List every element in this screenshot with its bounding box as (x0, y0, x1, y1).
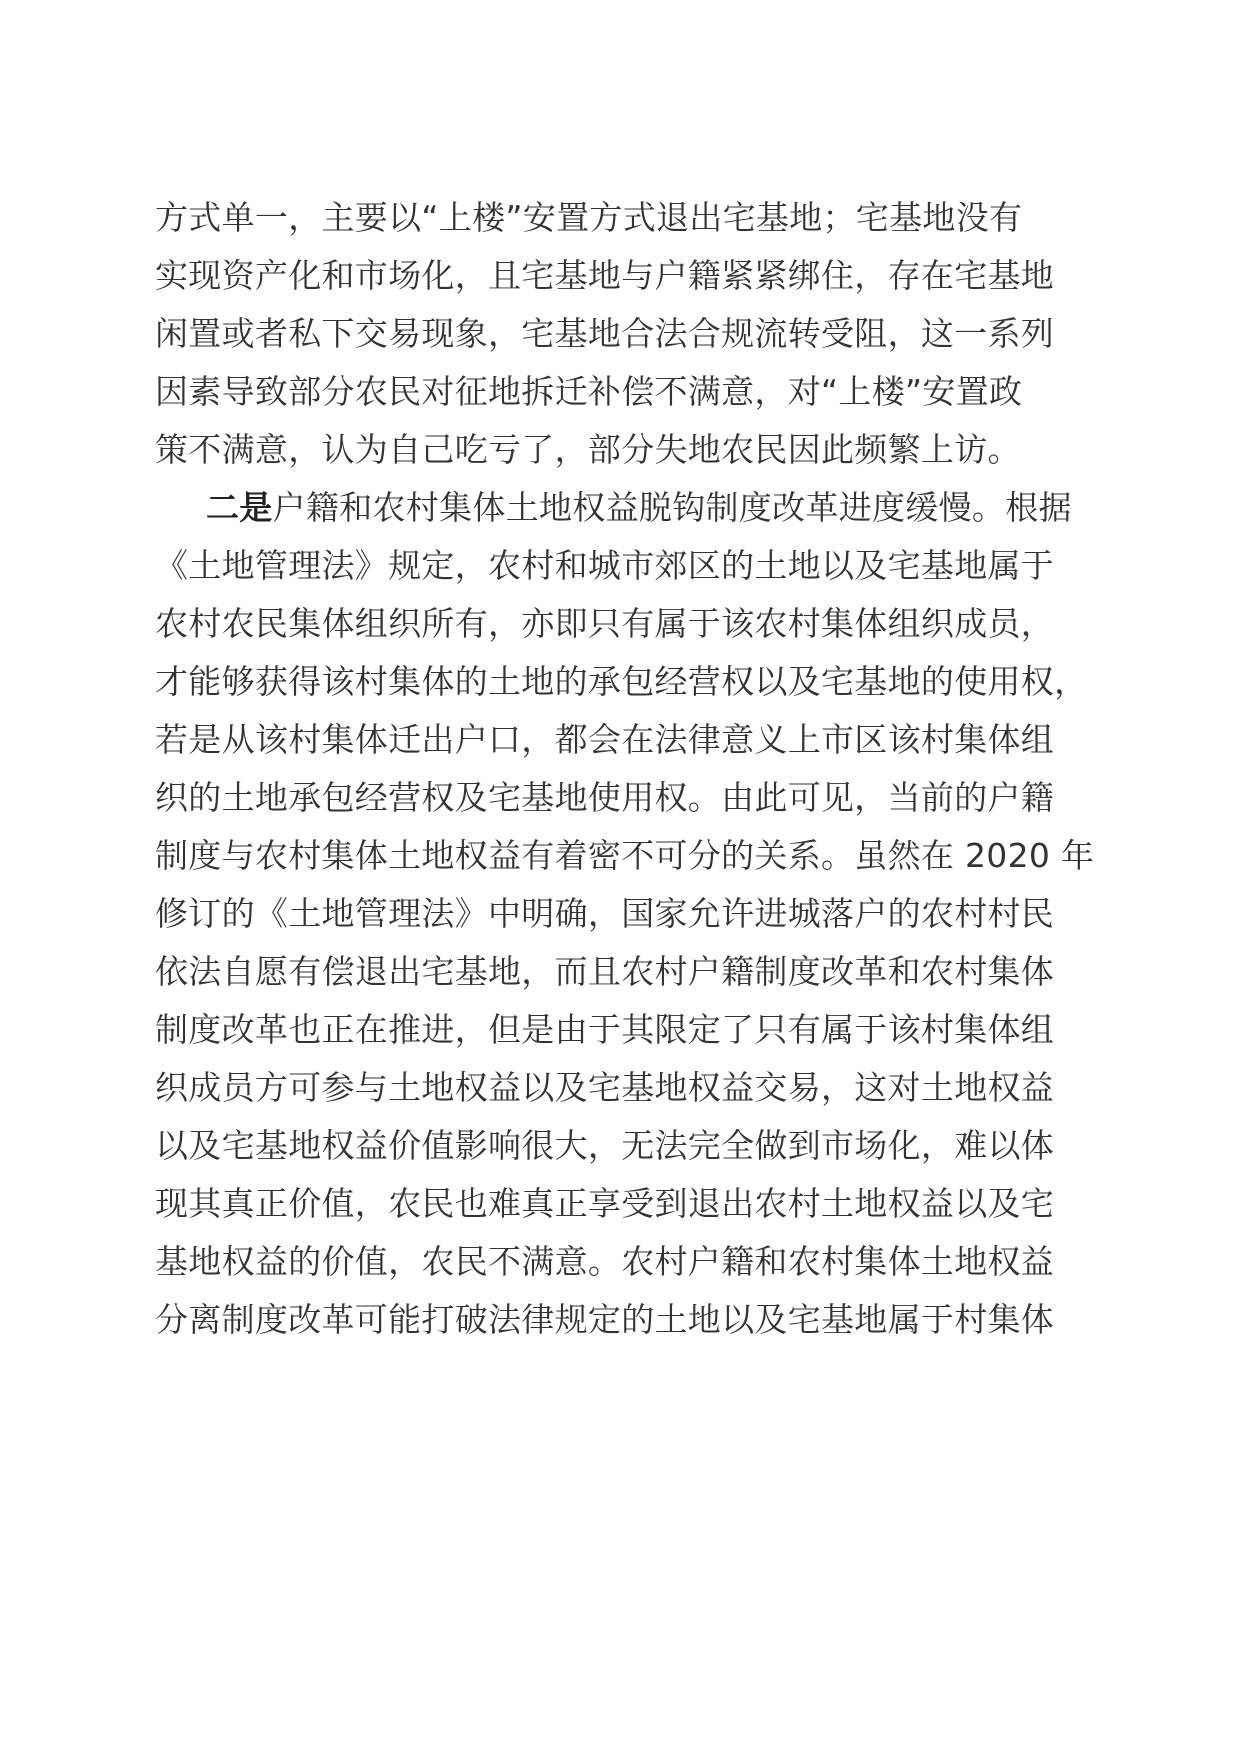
text-line: 制度与农村集体土地权益有着密不可分的关系。虽然在 2020 年 (155, 836, 1095, 875)
text-line: 现其真正价值，农民也难真正享受到退出农村土地权益以及宅 (155, 1184, 1055, 1223)
text-line: 《土地管理法》规定，农村和城市郊区的土地以及宅基地属于 (155, 546, 1055, 585)
emphasis-label: 二是 (206, 488, 273, 527)
text-line: 分离制度改革可能打破法律规定的土地以及宅基地属于村集体 (155, 1300, 1055, 1339)
text-line: 才能够获得该村集体的土地的承包经营权以及宅基地的使用权， (155, 662, 1088, 701)
text-line: 依法自愿有偿退出宅基地，而且农村户籍制度改革和农村集体 (155, 952, 1055, 991)
text-line: 因素导致部分农民对征地拆迁补偿不满意，对“上楼”安置政 (155, 372, 1023, 411)
text-line: 策不满意，认为自己吃亏了，部分失地农民因此频繁上访。 (155, 430, 1021, 469)
text-line: 织的土地承包经营权及宅基地使用权。由此可见，当前的户籍 (155, 778, 1055, 817)
text-line: 农村农民集体组织所有，亦即只有属于该农村集体组织成员， (155, 604, 1055, 643)
text-line: 闲置或者私下交易现象，宅基地合法合规流转受阻，这一系列 (155, 314, 1055, 353)
text-line: 基地权益的价值，农民不满意。农村户籍和农村集体土地权益 (155, 1242, 1055, 1281)
text-line: 织成员方可参与土地权益以及宅基地权益交易，这对土地权益 (155, 1068, 1055, 1107)
paragraph-first-line (206, 488, 1072, 528)
text-line: 制度改革也正在推进，但是由于其限定了只有属于该村集体组 (155, 1010, 1055, 1049)
text-line: 若是从该村集体迁出户口，都会在法律意义上市区该村集体组 (155, 720, 1055, 759)
paragraph-lead-text: 户籍和农村集体土地权益脱钩制度改革进度缓慢。根据 (272, 488, 1072, 527)
text-line: 方式单一，主要以“上楼”安置方式退出宅基地；宅基地没有 (155, 198, 1023, 237)
text-line: 以及宅基地权益价值影响很大，无法完全做到市场化，难以体 (155, 1126, 1055, 1165)
text-line: 修订的《土地管理法》中明确，国家允许进城落户的农村村民 (155, 894, 1055, 933)
text-line: 实现资产化和市场化，且宅基地与户籍紧紧绑住，存在宅基地 (155, 256, 1055, 295)
